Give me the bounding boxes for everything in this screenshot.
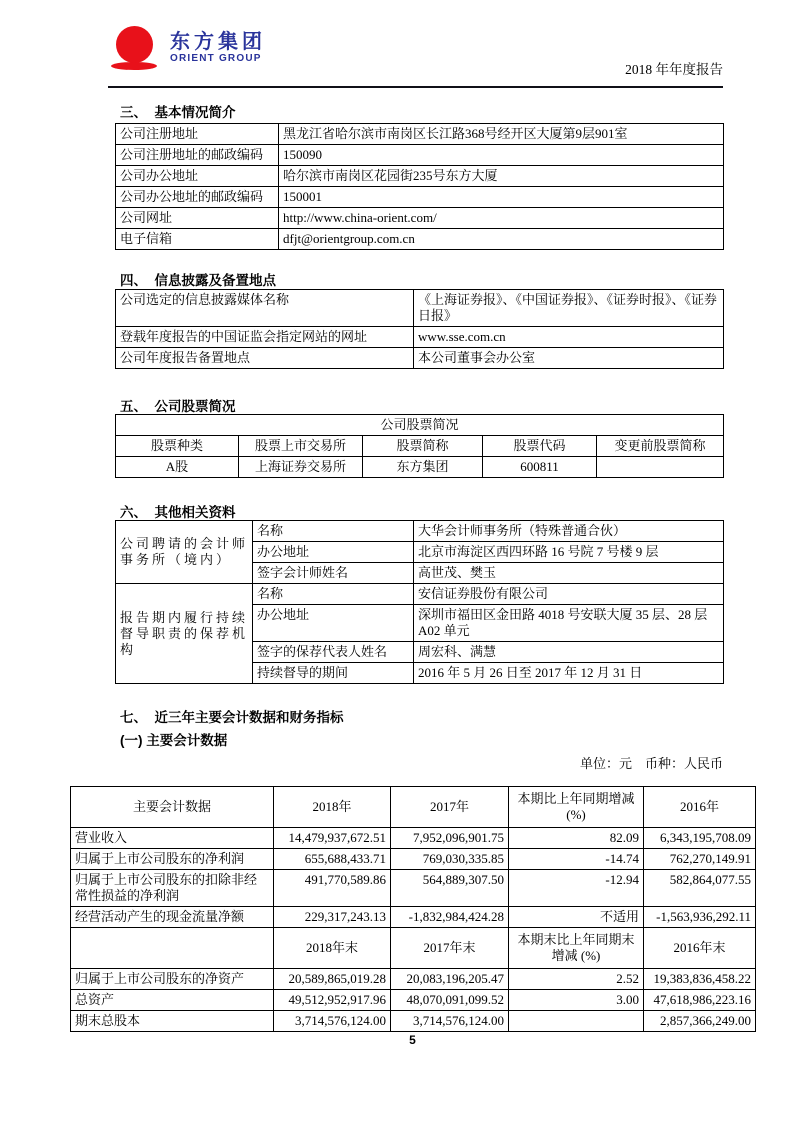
table-header-cell: 股票种类 — [116, 436, 239, 457]
row-label-cell: 持续督导的期间 — [253, 663, 414, 684]
stock-type-cell: A股 — [116, 457, 239, 478]
other-info-table — [115, 520, 724, 684]
data-cell: 20,589,865,019.28 — [274, 969, 391, 990]
table-row — [116, 290, 724, 327]
row-value-cell: 150090 — [279, 145, 724, 166]
data-cell: -12.94 — [509, 870, 644, 907]
data-cell: 2.52 — [509, 969, 644, 990]
row-label-cell: 办公地址 — [253, 605, 414, 642]
table-header-row — [71, 928, 756, 969]
company-logo — [110, 26, 266, 70]
row-value-cell: 大华会计师事务所（特殊普通合伙） — [414, 521, 724, 542]
unit-note: 单位：元 币种：人民币 — [579, 756, 723, 771]
table-row — [116, 208, 724, 229]
row-label-cell: 公司办公地址的邮政编码 — [116, 187, 279, 208]
row-label-cell: 公司办公地址 — [116, 166, 279, 187]
row-label-cell: 归属于上市公司股东的净资产 — [71, 969, 274, 990]
logo-name-cn: 东方集团 — [170, 31, 266, 53]
row-value-cell: 深圳市福田区金田路 4018 号安联大厦 35 层、28 层 A02 单元 — [414, 605, 724, 642]
table-row — [116, 187, 724, 208]
table-header-cell: 2016年末 — [644, 928, 756, 969]
row-label-cell: 办公地址 — [253, 542, 414, 563]
data-cell: 582,864,077.55 — [644, 870, 756, 907]
row-value-cell: 150001 — [279, 187, 724, 208]
data-cell: 2,857,366,249.00 — [644, 1011, 756, 1032]
table-header-cell: 主要会计数据 — [71, 787, 274, 828]
table-row — [116, 521, 724, 542]
orient-group-logo-icon — [110, 26, 158, 70]
logo-base-icon — [111, 62, 157, 70]
table-row — [116, 457, 724, 478]
basic-info-table — [115, 123, 724, 250]
row-value-cell: 哈尔滨市南岗区花园街235号东方大厦 — [279, 166, 724, 187]
row-label-cell: 归属于上市公司股东的扣除非经常性损益的净利润 — [71, 870, 274, 907]
table-header-row — [71, 787, 756, 828]
row-label-cell: 签字的保荐代表人姓名 — [253, 642, 414, 663]
table-row — [71, 870, 756, 907]
data-cell: 14,479,937,672.51 — [274, 828, 391, 849]
data-cell: 20,083,196,205.47 — [391, 969, 509, 990]
row-label-cell: 公司选定的信息披露媒体名称 — [116, 290, 414, 327]
table-header-cell: 本期比上年同期增减(%) — [509, 787, 644, 828]
data-cell: 不适用 — [509, 907, 644, 928]
section3-heading: 三、 基本情况简介 — [120, 105, 236, 120]
table-header-cell — [71, 928, 274, 969]
row-label-cell: 名称 — [253, 521, 414, 542]
row-value-cell: 安信证券股份有限公司 — [414, 584, 724, 605]
stock-table — [115, 414, 724, 478]
table-row — [116, 415, 724, 436]
row-label-cell: 总资产 — [71, 990, 274, 1011]
financial-table — [70, 786, 756, 1032]
row-label-cell: 公司注册地址的邮政编码 — [116, 145, 279, 166]
table-row — [71, 1011, 756, 1032]
data-cell: -14.74 — [509, 849, 644, 870]
table-row — [116, 327, 724, 348]
disclosure-table — [115, 289, 724, 369]
row-label-cell: 期末总股本 — [71, 1011, 274, 1032]
table-header-cell: 2017年 — [391, 787, 509, 828]
row-value-cell: dfjt@orientgroup.com.cn — [279, 229, 724, 250]
section5-heading: 五、 公司股票简况 — [120, 399, 236, 414]
table-header-cell: 2016年 — [644, 787, 756, 828]
row-label-cell: 电子信箱 — [116, 229, 279, 250]
data-cell: 48,070,091,099.52 — [391, 990, 509, 1011]
table-row — [116, 229, 724, 250]
row-value-cell: http://www.china-orient.com/ — [279, 208, 724, 229]
stock-code-cell: 600811 — [483, 457, 597, 478]
data-cell: 769,030,335.85 — [391, 849, 509, 870]
table-row — [116, 584, 724, 605]
data-cell: 655,688,433.71 — [274, 849, 391, 870]
row-value-cell: 黑龙江省哈尔滨市南岗区长江路368号经开区大厦第9层901室 — [279, 124, 724, 145]
report-title: 2018 年年度报告 — [625, 62, 723, 77]
data-cell: 491,770,589.86 — [274, 870, 391, 907]
data-cell: 6,343,195,708.09 — [644, 828, 756, 849]
table-row — [71, 907, 756, 928]
row-label-cell: 公司网址 — [116, 208, 279, 229]
table-header-cell: 2018年 — [274, 787, 391, 828]
section4-heading: 四、 信息披露及备置地点 — [120, 273, 277, 288]
row-value-cell: 《上海证券报》、《中国证券报》、《证券时报》、《证券日报》 — [414, 290, 724, 327]
row-value-cell: 高世茂、樊玉 — [414, 563, 724, 584]
row-label-cell: 经营活动产生的现金流量净额 — [71, 907, 274, 928]
row-label-cell: 归属于上市公司股东的净利润 — [71, 849, 274, 870]
table-row — [71, 990, 756, 1011]
row-label-cell: 营业收入 — [71, 828, 274, 849]
data-cell: 7,952,096,901.75 — [391, 828, 509, 849]
stock-shortname-cell: 东方集团 — [363, 457, 483, 478]
table-header-row — [116, 436, 724, 457]
row-label-cell: 登载年度报告的中国证监会指定网站的网址 — [116, 327, 414, 348]
table-row — [116, 145, 724, 166]
table-header-cell: 变更前股票简称 — [597, 436, 724, 457]
data-cell: -1,563,936,292.11 — [644, 907, 756, 928]
data-cell: 762,270,149.91 — [644, 849, 756, 870]
table-header-cell: 2018年末 — [274, 928, 391, 969]
table-header-cell: 股票简称 — [363, 436, 483, 457]
table-row — [116, 124, 724, 145]
section6-heading: 六、 其他相关资料 — [120, 505, 236, 520]
stock-formername-cell — [597, 457, 724, 478]
table-row — [116, 166, 724, 187]
data-cell: 3,714,576,124.00 — [391, 1011, 509, 1032]
table-row — [71, 849, 756, 870]
logo-sun-icon — [116, 26, 153, 63]
data-cell: 3.00 — [509, 990, 644, 1011]
table-row — [116, 348, 724, 369]
row-value-cell: 2016 年 5 月 26 日至 2017 年 12 月 31 日 — [414, 663, 724, 684]
table-header-cell: 股票上市交易所 — [239, 436, 363, 457]
data-cell: 229,317,243.13 — [274, 907, 391, 928]
table-row — [71, 969, 756, 990]
table-header-cell: 2017年末 — [391, 928, 509, 969]
row-label-cell: 公司年度报告备置地点 — [116, 348, 414, 369]
logo-name-en: ORIENT GROUP — [170, 53, 262, 64]
data-cell: 49,512,952,917.96 — [274, 990, 391, 1011]
row-label-cell: 签字会计师姓名 — [253, 563, 414, 584]
row-value-cell: 本公司董事会办公室 — [414, 348, 724, 369]
group-title-cell: 报告期内履行持续督导职责的保荐机构 — [116, 584, 253, 684]
page-number: 5 — [409, 1033, 416, 1047]
row-value-cell: 北京市海淀区西四环路 16 号院 7 号楼 9 层 — [414, 542, 724, 563]
section7-heading: 七、 近三年主要会计数据和财务指标 — [120, 710, 344, 725]
section7-subheading: (一) 主要会计数据 — [120, 733, 228, 748]
data-cell: -1,832,984,424.28 — [391, 907, 509, 928]
row-value-cell: 周宏科、满慧 — [414, 642, 724, 663]
data-cell: 3,714,576,124.00 — [274, 1011, 391, 1032]
logo-text — [170, 31, 266, 65]
row-value-cell: www.sse.com.cn — [414, 327, 724, 348]
data-cell — [509, 1011, 644, 1032]
stock-exchange-cell: 上海证券交易所 — [239, 457, 363, 478]
data-cell: 564,889,307.50 — [391, 870, 509, 907]
group-title-cell: 公司聘请的会计师事务所（境内） — [116, 521, 253, 584]
row-label-cell: 公司注册地址 — [116, 124, 279, 145]
table-header-cell: 本期末比上年同期末增减 (%) — [509, 928, 644, 969]
row-label-cell: 名称 — [253, 584, 414, 605]
data-cell: 47,618,986,223.16 — [644, 990, 756, 1011]
data-cell: 19,383,836,458.22 — [644, 969, 756, 990]
stock-table-title-cell: 公司股票简况 — [116, 415, 724, 436]
table-header-cell: 股票代码 — [483, 436, 597, 457]
table-row — [71, 828, 756, 849]
header-divider — [108, 86, 723, 88]
data-cell: 82.09 — [509, 828, 644, 849]
